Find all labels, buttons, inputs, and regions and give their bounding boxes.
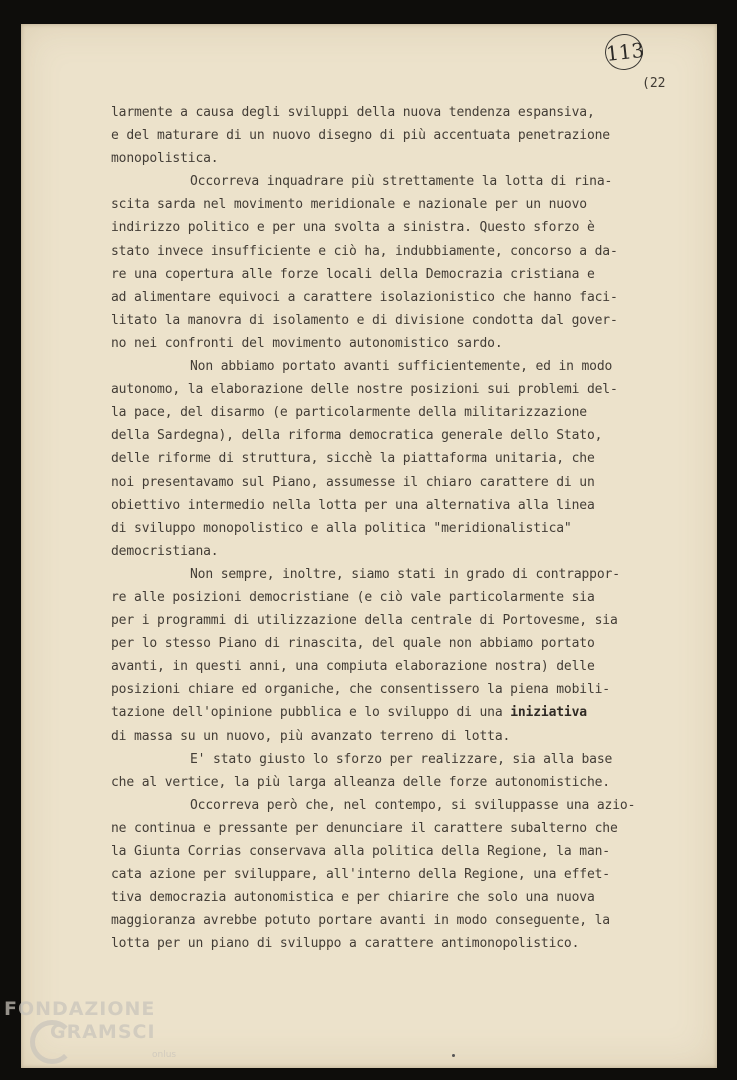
text-line: monopolistica.	[111, 151, 219, 167]
text-line: che al vertice, la più larga alleanza delle forze autonomistiche.	[111, 774, 610, 790]
text-line: di massa su un nuovo, più avanzato terreno di lotta.	[111, 728, 511, 744]
archive-watermark	[4, 998, 177, 1060]
text-line: la Giunta Corrias conservava alla politica della Regione, la man-	[111, 844, 610, 859]
text-line: la pace, del disarmo (e particolarmente della militarizzazione	[111, 405, 587, 421]
watermark-logo-icon	[30, 1020, 74, 1064]
overtyped-word: iniziativa	[510, 705, 587, 721]
text-line: E' stato giusto lo sforzo per realizzare, sia alla base	[190, 751, 613, 767]
text-line: indirizzo politico e per una svolta a sinistra. Questo sforzo è	[111, 220, 595, 236]
text-line: no nei confronti del movimento autonomistico sardo.	[111, 335, 503, 351]
watermark-line-1: FONDAZIONE	[4, 998, 156, 1020]
text-line: lotta per un piano di sviluppo a carattere antimonopolistico.	[111, 936, 580, 952]
text-line: scita sarda nel movimento meridionale e nazionale per un nuovo	[111, 197, 587, 213]
text-line: Non sempre, inoltre, siamo stati in grado di contrappor-	[190, 566, 620, 582]
text-line: larmente a causa degli sviluppi della nuova tendenza espansiva,	[111, 105, 595, 120]
text-line: re una copertura alle forze locali della Democrazia cristiana e	[111, 266, 595, 282]
text-line: cata azione per sviluppare, all'interno della Regione, una effet-	[111, 867, 610, 883]
text-line: tazione dell'opinione pubblica e lo sviluppo di una iniziativa	[111, 705, 587, 721]
text-line: democristiana.	[111, 543, 219, 559]
page-reference: (22	[642, 76, 666, 91]
typewritten-body	[111, 101, 701, 955]
text-line: litato la manovra di isolamento e di divisione condotta dal gover-	[111, 312, 618, 328]
text-line: ne continua e pressante per denunciare il carattere subalterno che	[111, 820, 618, 836]
text-line: stato invece insufficiente e ciò ha, indubbiamente, concorso a da-	[111, 243, 618, 259]
watermark-suffix: onlus	[152, 1050, 177, 1060]
text-line: Occorreva inquadrare più strettamente la lotta di rina-	[190, 174, 613, 190]
text-line: obiettivo intermedio nella lotta per una alternativa alla linea	[111, 497, 595, 513]
text-line: delle riforme di struttura, sicchè la piattaforma unitaria, che	[111, 451, 595, 467]
text-line: di sviluppo monopolistico e alla politica "meridionalistica"	[111, 520, 572, 536]
text-line: avanti, in questi anni, una compiuta elaborazione nostra) delle	[111, 659, 595, 675]
text-line: maggioranza avrebbe potuto portare avanti in modo conseguente, la	[111, 913, 610, 929]
text-line: Non abbiamo portato avanti sufficientemente, ed in modo	[190, 359, 613, 375]
text-line: posizioni chiare ed organiche, che consentissero la piena mobili-	[111, 682, 610, 698]
text-line: autonomo, la elaborazione delle nostre posizioni sui problemi del-	[111, 382, 618, 398]
text-line: re alle posizioni democristiane (e ciò vale particolarmente sia	[111, 589, 595, 605]
watermark-line-2: GRAMSCI	[50, 1021, 156, 1043]
text-line: noi presentavamo sul Piano, assumesse il chiaro carattere di un	[111, 474, 595, 490]
text-line: per i programmi di utilizzazione della centrale di Portovesme, sia	[111, 613, 618, 629]
text-line: della Sardegna), della riforma democratica generale dello Stato,	[111, 428, 603, 444]
text-line: tiva democrazia autonomistica e per chiarire che solo una nuova	[111, 890, 595, 906]
text-line: Occorreva però che, nel contempo, si sviluppasse una azio-	[190, 797, 636, 813]
text-line: e del maturare di un nuovo disegno di più accentuata penetrazione	[111, 128, 610, 144]
text-line: per lo stesso Piano di rinascita, del quale non abbiamo portato	[111, 636, 595, 652]
paper-speck	[452, 1054, 455, 1057]
text-line: ad alimentare equivoci a carattere isolazionistico che hanno faci-	[111, 289, 618, 305]
page-number-circled: 113	[603, 32, 645, 72]
